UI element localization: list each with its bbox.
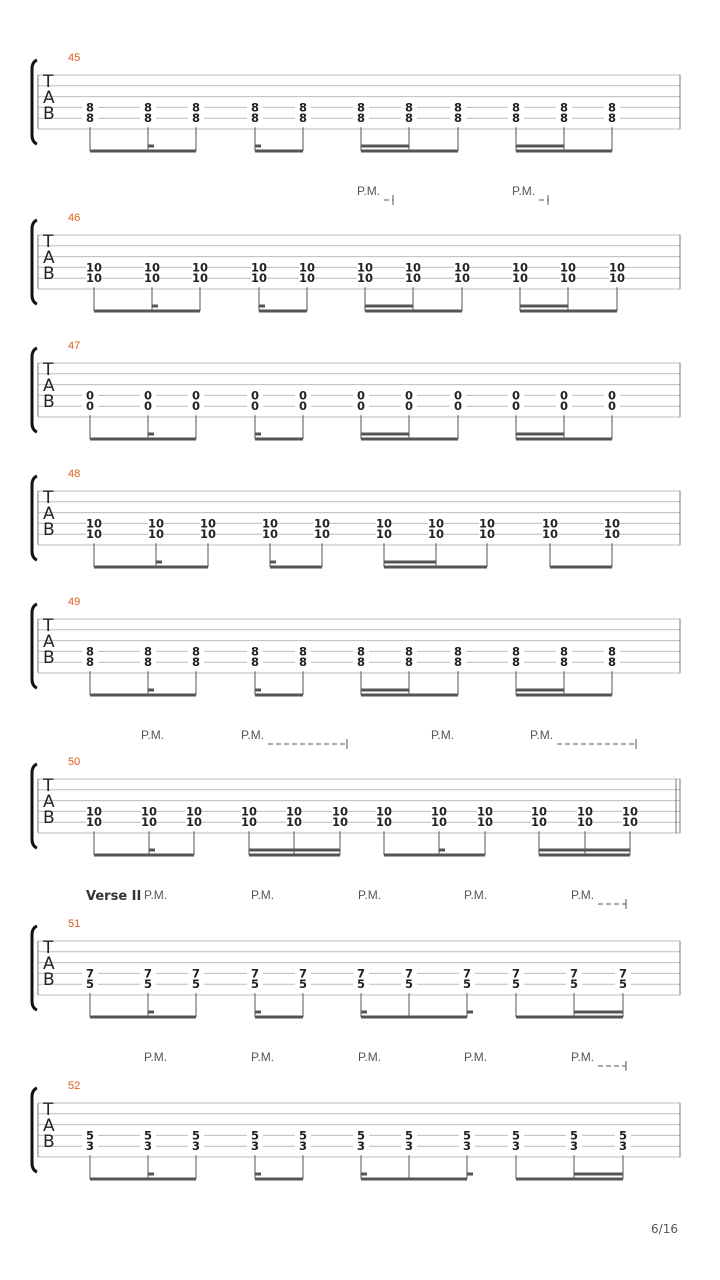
fret-number: 10	[427, 516, 445, 531]
fret-number: 10	[147, 527, 165, 542]
fret-number: 3	[462, 1139, 472, 1154]
tab-clef-letter: B	[43, 1132, 55, 1152]
fret-number: 8	[559, 111, 569, 126]
fret-number: 10	[478, 527, 496, 542]
fret-number: 10	[603, 527, 621, 542]
fret-number: 10	[140, 804, 158, 819]
tab-clef-letter: A	[43, 88, 55, 108]
fret-number: 8	[250, 100, 260, 115]
fret-number: 8	[453, 111, 463, 126]
fret-number: 10	[621, 804, 639, 819]
fret-number: 0	[404, 388, 414, 403]
fret-number: 8	[511, 644, 521, 659]
fret-number: 7	[250, 966, 260, 981]
fret-number: 10	[430, 815, 448, 830]
fret-number: 0	[143, 388, 153, 403]
fret-number: 5	[511, 1128, 521, 1143]
tab-clef-letter: A	[43, 792, 55, 812]
fret-number: 5	[569, 1128, 579, 1143]
fret-number: 8	[250, 644, 260, 659]
fret-number: 8	[356, 655, 366, 670]
fret-number: 10	[313, 516, 331, 531]
fret-number: 8	[191, 100, 201, 115]
fret-number: 10	[530, 815, 548, 830]
fret-number: 10	[478, 516, 496, 531]
fret-number: 10	[375, 804, 393, 819]
fret-number: 7	[618, 966, 628, 981]
palm-mute-label: P.M.	[431, 728, 455, 742]
fret-number: 8	[453, 644, 463, 659]
fret-number: 8	[85, 655, 95, 670]
bar-number: 51	[68, 918, 81, 930]
tab-clef-letter: T	[43, 488, 54, 508]
fret-number: 8	[607, 100, 617, 115]
fret-number: 3	[569, 1139, 579, 1154]
palm-mute-label: P.M.	[241, 728, 265, 742]
fret-number: 10	[511, 271, 529, 286]
fret-number: 10	[85, 527, 103, 542]
fret-number: 10	[250, 271, 268, 286]
fret-number: 8	[453, 655, 463, 670]
palm-mute-label: P.M.	[251, 1050, 275, 1064]
fret-number: 10	[191, 260, 209, 275]
fret-number: 10	[576, 804, 594, 819]
palm-mute-label: P.M.	[251, 888, 275, 902]
fret-number: 8	[298, 100, 308, 115]
fret-number: 10	[356, 260, 374, 275]
fret-number: 7	[85, 966, 95, 981]
fret-number: 10	[404, 260, 422, 275]
tab-clef-letter: T	[43, 938, 54, 958]
system-bracket	[32, 604, 37, 688]
fret-number: 8	[607, 111, 617, 126]
system-bracket	[32, 348, 37, 432]
fret-number: 0	[85, 388, 95, 403]
fret-number: 7	[143, 966, 153, 981]
fret-number: 10	[608, 271, 626, 286]
page-number: 6/16	[651, 1222, 678, 1236]
palm-mute-label: P.M.	[141, 728, 165, 742]
fret-number: 5	[404, 1128, 414, 1143]
fret-number: 0	[453, 388, 463, 403]
fret-number: 8	[607, 655, 617, 670]
fret-number: 0	[356, 388, 366, 403]
fret-number: 10	[476, 815, 494, 830]
fret-number: 0	[356, 399, 366, 414]
tab-clef-letter: A	[43, 1116, 55, 1136]
bar-number: 47	[68, 340, 81, 352]
fret-number: 3	[298, 1139, 308, 1154]
fret-number: 10	[143, 260, 161, 275]
fret-number: 0	[298, 399, 308, 414]
fret-number: 8	[85, 644, 95, 659]
fret-number: 10	[453, 260, 471, 275]
tab-clef-letter: T	[43, 72, 54, 92]
fret-number: 0	[607, 399, 617, 414]
palm-mute-label: P.M.	[571, 1050, 595, 1064]
fret-number: 10	[404, 271, 422, 286]
fret-number: 0	[404, 399, 414, 414]
fret-number: 10	[375, 815, 393, 830]
fret-number: 7	[191, 966, 201, 981]
fret-number: 10	[240, 815, 258, 830]
fret-number: 8	[356, 100, 366, 115]
palm-mute-label: P.M.	[512, 184, 536, 198]
fret-number: 10	[356, 271, 374, 286]
fret-number: 10	[559, 271, 577, 286]
tab-clef-letter: B	[43, 970, 55, 990]
system-bracket	[32, 60, 37, 144]
fret-number: 5	[191, 1128, 201, 1143]
fret-number: 8	[559, 655, 569, 670]
fret-number: 8	[85, 100, 95, 115]
fret-number: 10	[285, 815, 303, 830]
fret-number: 10	[530, 804, 548, 819]
fret-number: 8	[143, 655, 153, 670]
fret-number: 10	[85, 804, 103, 819]
fret-number: 7	[511, 966, 521, 981]
fret-number: 5	[298, 977, 308, 992]
fret-number: 5	[191, 977, 201, 992]
fret-number: 10	[621, 815, 639, 830]
fret-number: 0	[191, 388, 201, 403]
fret-number: 10	[199, 516, 217, 531]
fret-number: 5	[462, 977, 472, 992]
fret-number: 0	[250, 399, 260, 414]
tab-clef-letter: A	[43, 632, 55, 652]
fret-number: 10	[250, 260, 268, 275]
fret-number: 5	[618, 1128, 628, 1143]
bar-number: 45	[68, 52, 81, 64]
fret-number: 10	[453, 271, 471, 286]
fret-number: 10	[261, 516, 279, 531]
fret-number: 8	[453, 100, 463, 115]
fret-number: 8	[143, 644, 153, 659]
fret-number: 0	[191, 399, 201, 414]
tab-clef-letter: T	[43, 776, 54, 796]
bar-number: 52	[68, 1080, 81, 1092]
fret-number: 8	[559, 100, 569, 115]
fret-number: 3	[250, 1139, 260, 1154]
fret-number: 5	[618, 977, 628, 992]
tab-clef-letter: B	[43, 808, 55, 828]
fret-number: 8	[191, 644, 201, 659]
fret-number: 10	[559, 260, 577, 275]
fret-number: 3	[191, 1139, 201, 1154]
tab-clef-letter: A	[43, 376, 55, 396]
fret-number: 10	[261, 527, 279, 542]
tab-clef-letter: T	[43, 1100, 54, 1120]
fret-number: 0	[559, 388, 569, 403]
fret-number: 5	[511, 977, 521, 992]
fret-number: 5	[143, 977, 153, 992]
tab-clef-letter: T	[43, 616, 54, 636]
fret-number: 10	[240, 804, 258, 819]
fret-number: 8	[191, 111, 201, 126]
fret-number: 8	[298, 644, 308, 659]
fret-number: 10	[541, 527, 559, 542]
fret-number: 10	[147, 516, 165, 531]
palm-mute-label: P.M.	[464, 888, 488, 902]
fret-number: 0	[143, 399, 153, 414]
fret-number: 8	[191, 655, 201, 670]
fret-number: 5	[356, 977, 366, 992]
fret-number: 10	[541, 516, 559, 531]
fret-number: 0	[607, 388, 617, 403]
fret-number: 10	[85, 815, 103, 830]
fret-number: 10	[603, 516, 621, 531]
system-bracket	[32, 476, 37, 560]
palm-mute-label: P.M.	[144, 1050, 168, 1064]
fret-number: 0	[298, 388, 308, 403]
fret-number: 10	[576, 815, 594, 830]
fret-number: 10	[298, 260, 316, 275]
fret-number: 5	[250, 1128, 260, 1143]
fret-number: 8	[559, 644, 569, 659]
fret-number: 10	[143, 271, 161, 286]
fret-number: 8	[143, 100, 153, 115]
fret-number: 5	[298, 1128, 308, 1143]
fret-number: 8	[356, 111, 366, 126]
fret-number: 10	[85, 260, 103, 275]
fret-number: 10	[313, 527, 331, 542]
fret-number: 3	[511, 1139, 521, 1154]
fret-number: 10	[511, 260, 529, 275]
fret-number: 10	[608, 260, 626, 275]
tab-clef-letter: B	[43, 520, 55, 540]
fret-number: 10	[191, 271, 209, 286]
fret-number: 8	[298, 655, 308, 670]
palm-mute-label: P.M.	[144, 888, 168, 902]
fret-number: 10	[476, 804, 494, 819]
fret-number: 10	[331, 804, 349, 819]
section-label: Verse II	[86, 889, 142, 904]
bar-number: 50	[68, 756, 81, 768]
fret-number: 0	[559, 399, 569, 414]
system-bracket	[32, 220, 37, 304]
palm-mute-label: P.M.	[464, 1050, 488, 1064]
palm-mute-label: P.M.	[571, 888, 595, 902]
fret-number: 3	[618, 1139, 628, 1154]
fret-number: 8	[298, 111, 308, 126]
fret-number: 10	[430, 804, 448, 819]
fret-number: 10	[199, 527, 217, 542]
fret-number: 3	[404, 1139, 414, 1154]
tab-clef-letter: T	[43, 360, 54, 380]
fret-number: 10	[375, 516, 393, 531]
tab-clef-letter: B	[43, 648, 55, 668]
tab-clef-letter: B	[43, 264, 55, 284]
bar-number: 49	[68, 596, 81, 608]
fret-number: 8	[607, 644, 617, 659]
fret-number: 5	[569, 977, 579, 992]
fret-number: 10	[185, 804, 203, 819]
fret-number: 10	[85, 271, 103, 286]
fret-number: 8	[356, 644, 366, 659]
fret-number: 10	[375, 527, 393, 542]
fret-number: 0	[85, 399, 95, 414]
fret-number: 7	[462, 966, 472, 981]
fret-number: 8	[404, 111, 414, 126]
palm-mute-label: P.M.	[357, 184, 381, 198]
fret-number: 8	[404, 644, 414, 659]
fret-number: 8	[511, 100, 521, 115]
fret-number: 10	[285, 804, 303, 819]
fret-number: 7	[356, 966, 366, 981]
fret-number: 5	[250, 977, 260, 992]
tab-clef-letter: A	[43, 954, 55, 974]
palm-mute-label: P.M.	[358, 888, 382, 902]
fret-number: 10	[331, 815, 349, 830]
tab-clef-letter: T	[43, 232, 54, 252]
system-bracket	[32, 926, 37, 1010]
fret-number: 10	[85, 516, 103, 531]
fret-number: 0	[250, 388, 260, 403]
fret-number: 8	[250, 655, 260, 670]
fret-number: 8	[511, 655, 521, 670]
fret-number: 3	[143, 1139, 153, 1154]
tab-clef-letter: A	[43, 248, 55, 268]
system-bracket	[32, 1088, 37, 1172]
fret-number: 10	[427, 527, 445, 542]
fret-number: 0	[453, 399, 463, 414]
fret-number: 8	[511, 111, 521, 126]
fret-number: 8	[250, 111, 260, 126]
tab-clef-letter: B	[43, 392, 55, 412]
fret-number: 10	[140, 815, 158, 830]
fret-number: 8	[143, 111, 153, 126]
fret-number: 5	[85, 977, 95, 992]
fret-number: 8	[85, 111, 95, 126]
tab-clef-letter: A	[43, 504, 55, 524]
fret-number: 5	[85, 1128, 95, 1143]
fret-number: 5	[462, 1128, 472, 1143]
fret-number: 5	[404, 977, 414, 992]
fret-number: 7	[404, 966, 414, 981]
fret-number: 0	[511, 399, 521, 414]
fret-number: 5	[356, 1128, 366, 1143]
fret-number: 7	[298, 966, 308, 981]
fret-number: 10	[298, 271, 316, 286]
fret-number: 0	[511, 388, 521, 403]
fret-number: 8	[404, 100, 414, 115]
palm-mute-label: P.M.	[530, 728, 554, 742]
fret-number: 3	[85, 1139, 95, 1154]
fret-number: 5	[143, 1128, 153, 1143]
bar-number: 46	[68, 212, 81, 224]
fret-number: 8	[404, 655, 414, 670]
fret-number: 10	[185, 815, 203, 830]
palm-mute-label: P.M.	[358, 1050, 382, 1064]
bar-number: 48	[68, 468, 81, 480]
fret-number: 3	[356, 1139, 366, 1154]
system-bracket	[32, 764, 37, 848]
fret-number: 7	[569, 966, 579, 981]
tab-clef-letter: B	[43, 104, 55, 124]
